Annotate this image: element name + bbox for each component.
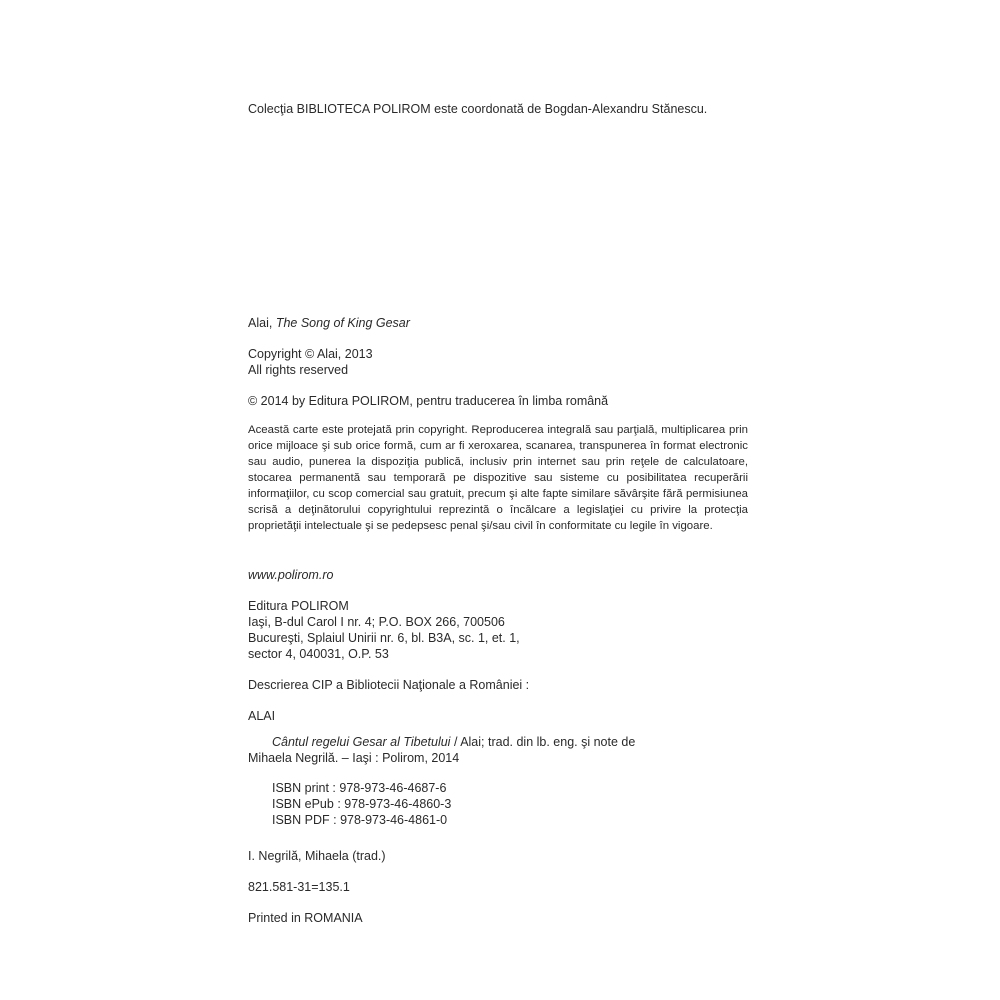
- translation-copyright: © 2014 by Editura POLIROM, pentru traducerea în limba română: [248, 394, 609, 408]
- cip-classification: 821.581-31=135.1: [248, 880, 350, 894]
- collection-note: Colecţia BIBLIOTECA POLIROM este coordonată de Bogdan-Alexandru Stănescu.: [248, 102, 708, 116]
- cip-author: ALAI: [248, 709, 276, 723]
- cip-title-line: [272, 734, 635, 750]
- cip-title: Cântul regelui Gesar al Tibetului: [272, 735, 451, 749]
- original-title: The Song of King Gesar: [275, 316, 410, 330]
- publisher-address-3: sector 4, 040031, O.P. 53: [248, 647, 389, 661]
- publisher-address-2: Bucureşti, Splaiul Unirii nr. 6, bl. B3A, sc. 1, et. 1,: [248, 631, 520, 645]
- website-link[interactable]: www.polirom.ro: [248, 568, 334, 582]
- publisher-name: Editura POLIROM: [248, 599, 349, 613]
- isbn-epub: ISBN ePub : 978-973-46-4860-3: [272, 797, 452, 811]
- copyright-line-2: All rights reserved: [248, 363, 349, 377]
- legal-notice: Această carte este protejată prin copyright. Reproducerea integrală sau parţială, multiplicarea prin orice mijloace şi sub orice formă, cum ar fi xeroxarea, scanarea, transpunerea în format electronic sau audio, punerea la dispoziţia publică, inclusiv prin internet sau prin reţele de calculatoare, stocarea permanentă sau temporară pe dispozitive sau sisteme cu posibilitatea recuperării informaţiilor, cu scop comercial sau gratuit, precum şi alte fapte similare săvârşite fără permisiunea scrisă a deţinătorului copyrightului reprezintă o încălcare a legislaţiei cu privire la protecţia proprietăţii intelectuale şi se pedepsesc penal şi/sau civil în conformitate cu legile în vigoare.: [248, 424, 748, 532]
- publisher-address-1: Iaşi, B-dul Carol I nr. 4; P.O. BOX 266, 700506: [248, 615, 505, 629]
- title-author: Alai,: [248, 316, 273, 330]
- cip-translator: I. Negrilă, Mihaela (trad.): [248, 849, 386, 863]
- cip-imprint: Mihaela Negrilă. – Iaşi : Polirom, 2014: [248, 751, 460, 765]
- printed-in: Printed in ROMANIA: [248, 911, 363, 925]
- cip-heading: Descrierea CIP a Bibliotecii Naţionale a României :: [248, 678, 530, 692]
- copyright-line-1: Copyright © Alai, 2013: [248, 347, 373, 361]
- cip-title-rest: / Alai; trad. din lb. eng. şi note de: [450, 735, 636, 749]
- isbn-pdf: ISBN PDF : 978-973-46-4861-0: [272, 813, 448, 827]
- isbn-print: ISBN print : 978-973-46-4687-6: [272, 781, 447, 795]
- title-line: [248, 315, 410, 331]
